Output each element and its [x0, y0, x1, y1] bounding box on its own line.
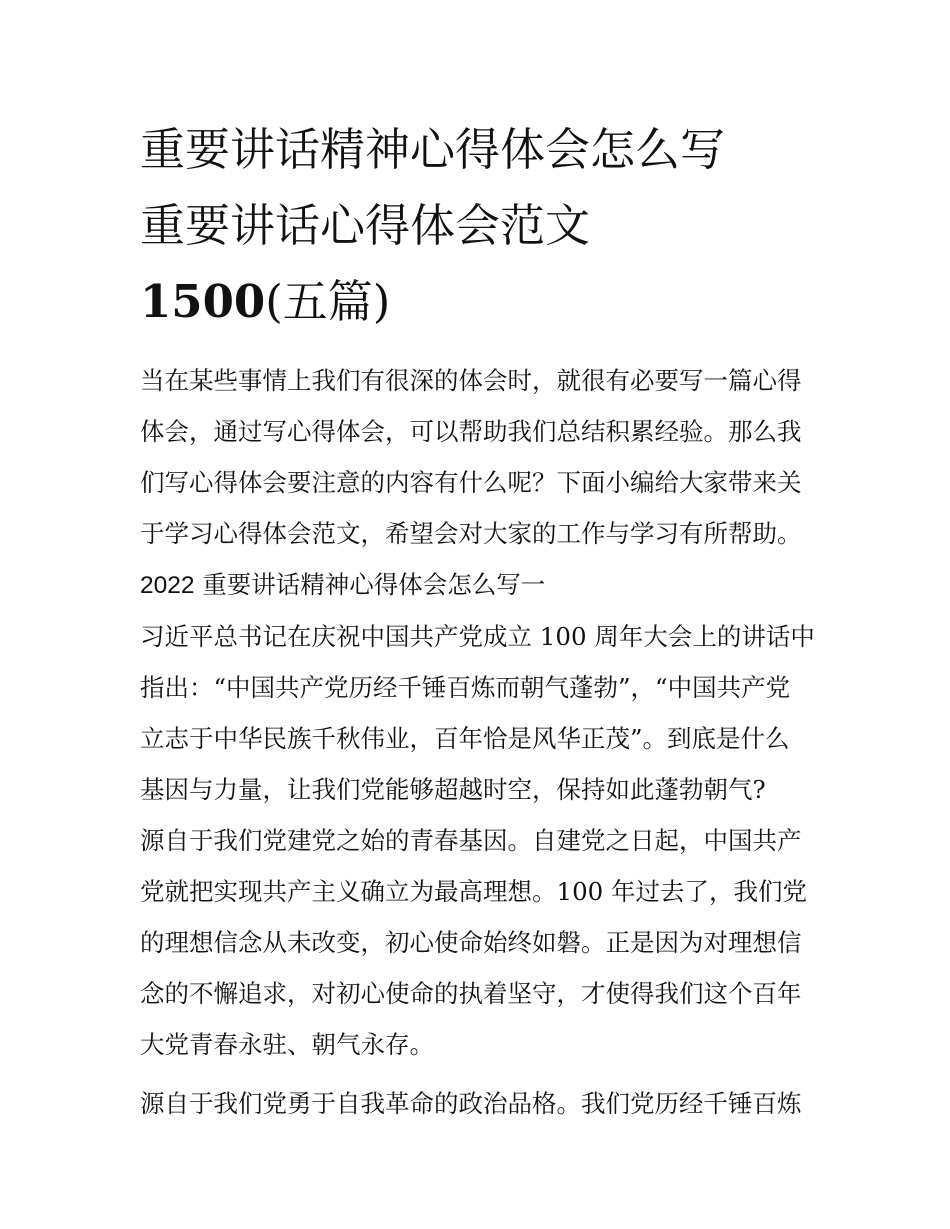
- section-heading-line: [140, 559, 820, 611]
- intro-line: 当在某些事情上我们有很深的体会时，就很有必要写一篇心得: [140, 366, 802, 395]
- paragraph-line: 源自于我们党建党之始的青春基因。自建党之日起，中国共产: [140, 826, 802, 855]
- document-body: [140, 355, 820, 1129]
- section-heading-text: 重要讲话精神心得体会怎么写一: [194, 570, 546, 599]
- paragraph-line: 基因与力量，让我们党能够超越时空，保持如此蓬勃朝气?: [140, 775, 766, 804]
- paragraph-line: 大党青春永驻、朝气永存。: [140, 1030, 434, 1059]
- paragraph-line: 立志于中华民族千秋伟业，百年恰是风华正茂”。到底是什么: [140, 724, 790, 753]
- paragraph-2: [140, 815, 820, 1070]
- paragraph-line: 念的不懈追求，对初心使命的执着坚守，才使得我们这个百年: [140, 979, 802, 1008]
- title-line-2: 重要讲话心得体会范文: [140, 199, 591, 252]
- intro-line: 体会，通过写心得体会，可以帮助我们总结积累经验。那么我: [140, 417, 802, 446]
- title-line-3: [140, 264, 820, 340]
- paragraph-line: 源自于我们党勇于自我革命的政治品格。我们党历经千锤百炼: [140, 1089, 802, 1118]
- intro-paragraph: [140, 355, 820, 559]
- section-heading: [140, 559, 820, 611]
- paragraph-line: 党就把实现共产主义确立为最高理想。100 年过去了，我们党: [140, 877, 808, 906]
- section-heading-year: 2022: [140, 572, 195, 599]
- paragraph-line: 的理想信念从未改变，初心使命始终如磐。正是因为对理想信: [140, 928, 802, 957]
- paragraph-3: [140, 1078, 820, 1129]
- paragraph-line: 习近平总书记在庆祝中国共产党成立 100 周年大会上的讲话中: [140, 622, 815, 651]
- title-number: 1500: [140, 275, 266, 328]
- document-title: [140, 112, 820, 340]
- paragraph-line: 指出：“中国共产党历经千锤百炼而朝气蓬勃”，“中国共产党: [140, 673, 791, 702]
- paragraph-1: [140, 611, 820, 815]
- title-suffix: (五篇): [265, 275, 391, 328]
- intro-line: 于学习心得体会范文，希望会对大家的工作与学习有所帮助。: [140, 519, 802, 548]
- title-line-1: 重要讲话精神心得体会怎么写: [140, 123, 726, 176]
- intro-line: 们写心得体会要注意的内容有什么呢？下面小编给大家带来关: [140, 468, 802, 497]
